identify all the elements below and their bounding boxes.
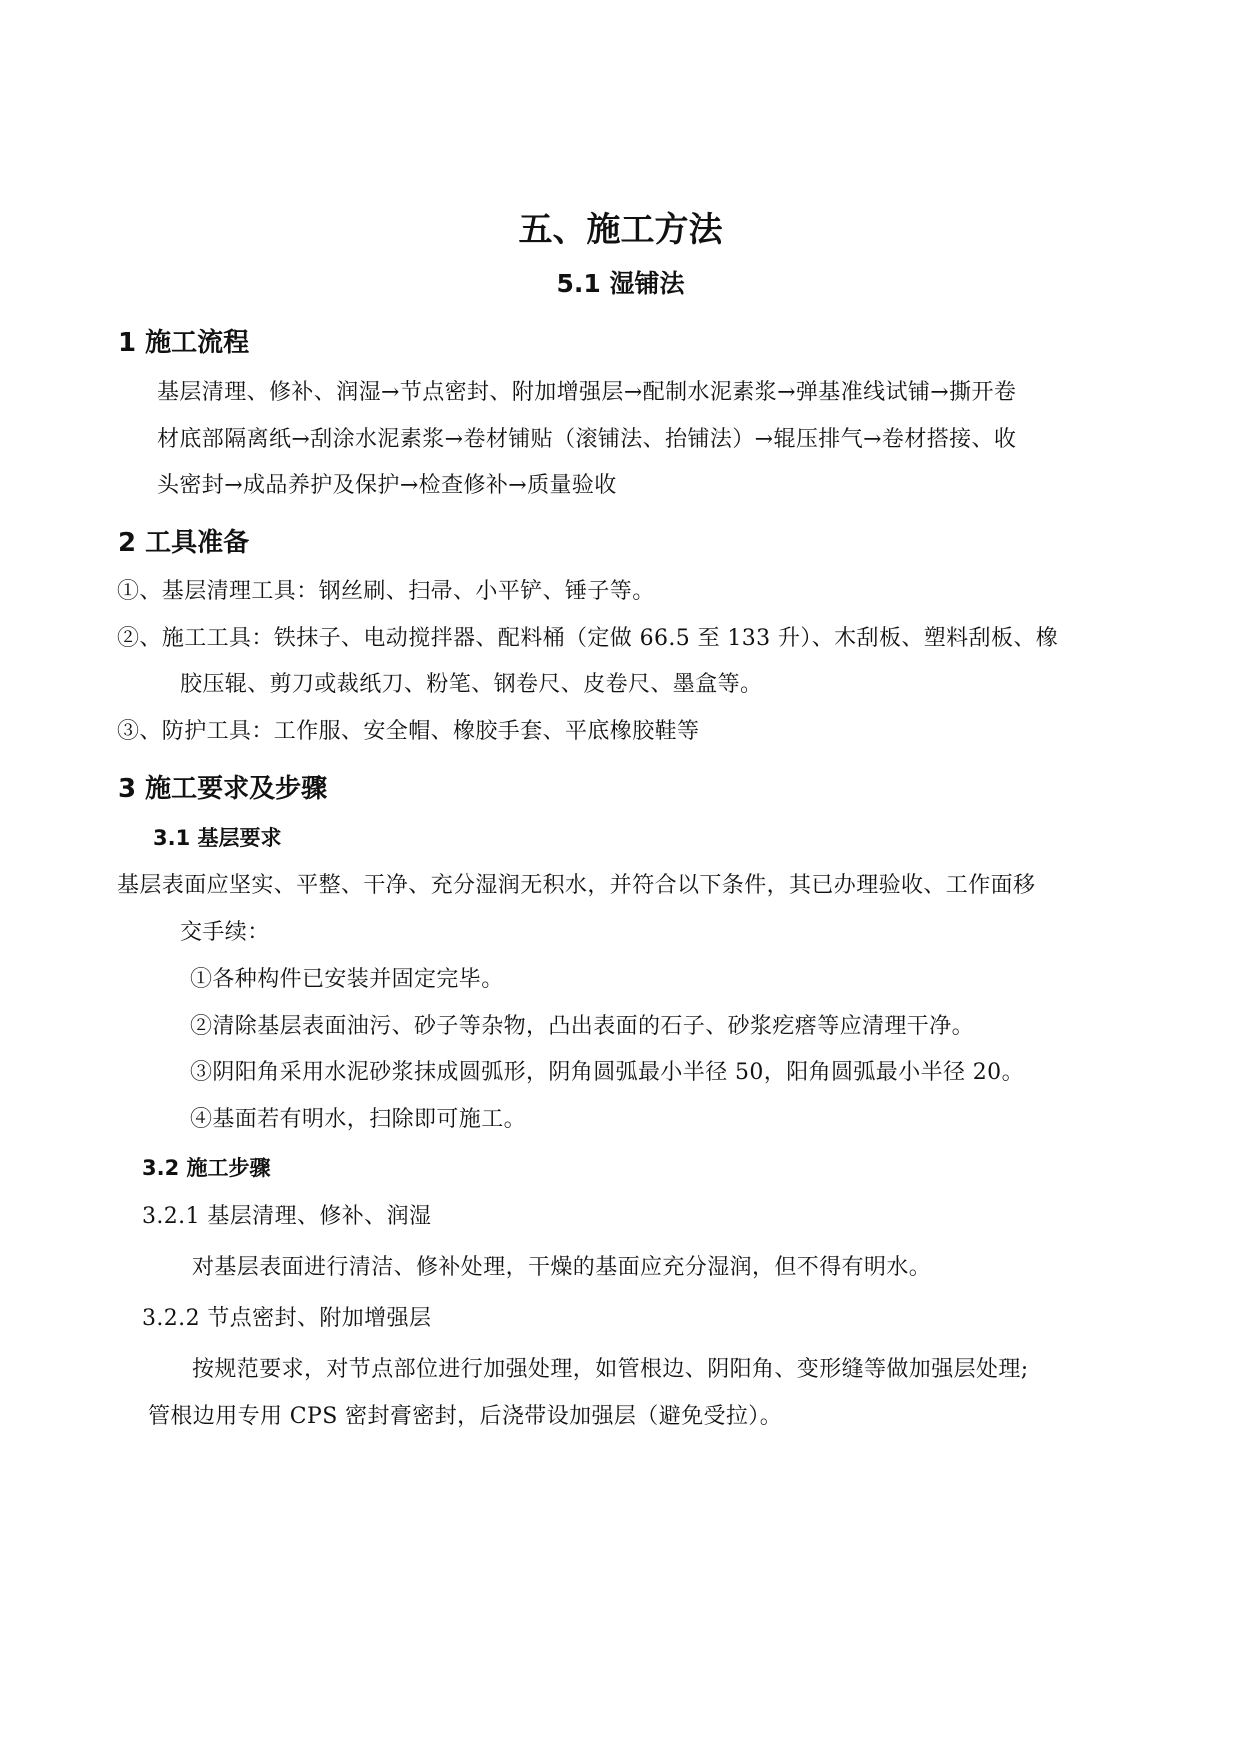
tool-item-1: ①、基层清理工具：钢丝刷、扫帚、小平铲、锤子等。 (117, 579, 655, 604)
step-text: 按规范要求，对节点部位进行加强处理，如管根边、阴阳角、变形缝等做加强层处理; (192, 1357, 1029, 1382)
section-heading-1: 1 施工流程 (118, 328, 250, 358)
page-subtitle: 5.1 湿铺法 (556, 269, 685, 298)
page-title: 五、施工方法 (518, 210, 723, 250)
condition-item: ①各种构件已安装并固定完毕。 (190, 967, 504, 992)
tool-item-2-continued: 胶压辊、剪刀或裁纸刀、粉笔、钢卷尺、皮卷尺、墨盒等。 (180, 672, 763, 697)
paragraph-line: 基层清理、修补、润湿→节点密封、附加增强层→配制水泥素浆→弹基准线试铺→撕开卷 (157, 380, 1017, 405)
subsection-heading-3-2: 3.2 施工步骤 (142, 1156, 271, 1180)
step-heading-3-2-1: 3.2.1 基层清理、修补、润湿 (142, 1204, 432, 1229)
section-heading-2: 2 工具准备 (118, 528, 250, 558)
condition-item: ③阴阳角采用水泥砂浆抹成圆弧形，阴角圆弧最小半径 50，阳角圆弧最小半径 20。 (190, 1060, 1024, 1085)
paragraph-line: 头密封→成品养护及保护→检查修补→质量验收 (157, 473, 617, 498)
paragraph-line: 交手续： (180, 920, 270, 945)
step-text: 对基层表面进行清洁、修补处理，干燥的基面应充分湿润，但不得有明水。 (192, 1255, 932, 1280)
condition-item: ④基面若有明水，扫除即可施工。 (190, 1107, 527, 1132)
tool-item-3: ③、防护工具：工作服、安全帽、橡胶手套、平底橡胶鞋等 (117, 719, 700, 744)
section-heading-3: 3 施工要求及步骤 (118, 774, 328, 804)
step-heading-3-2-2: 3.2.2 节点密封、附加增强层 (142, 1306, 432, 1331)
condition-item: ②清除基层表面油污、砂子等杂物，凸出表面的石子、砂浆疙瘩等应清理干净。 (190, 1014, 975, 1039)
paragraph-line: 基层表面应坚实、平整、干净、充分湿润无积水，并符合以下条件，其已办理验收、工作面移 (117, 873, 1036, 898)
paragraph-line: 材底部隔离纸→刮涂水泥素浆→卷材铺贴（滚铺法、抬铺法）→辊压排气→卷材搭接、收 (157, 427, 1017, 452)
step-text: 管根边用专用 CPS 密封膏密封，后浇带设加强层（避免受拉）。 (148, 1404, 783, 1429)
subsection-heading-3-1: 3.1 基层要求 (153, 826, 282, 850)
tool-item-2: ②、施工工具：铁抹子、电动搅拌器、配料桶（定做 66.5 至 133 升）、木刮板、塑料刮板、橡 (117, 626, 1059, 651)
